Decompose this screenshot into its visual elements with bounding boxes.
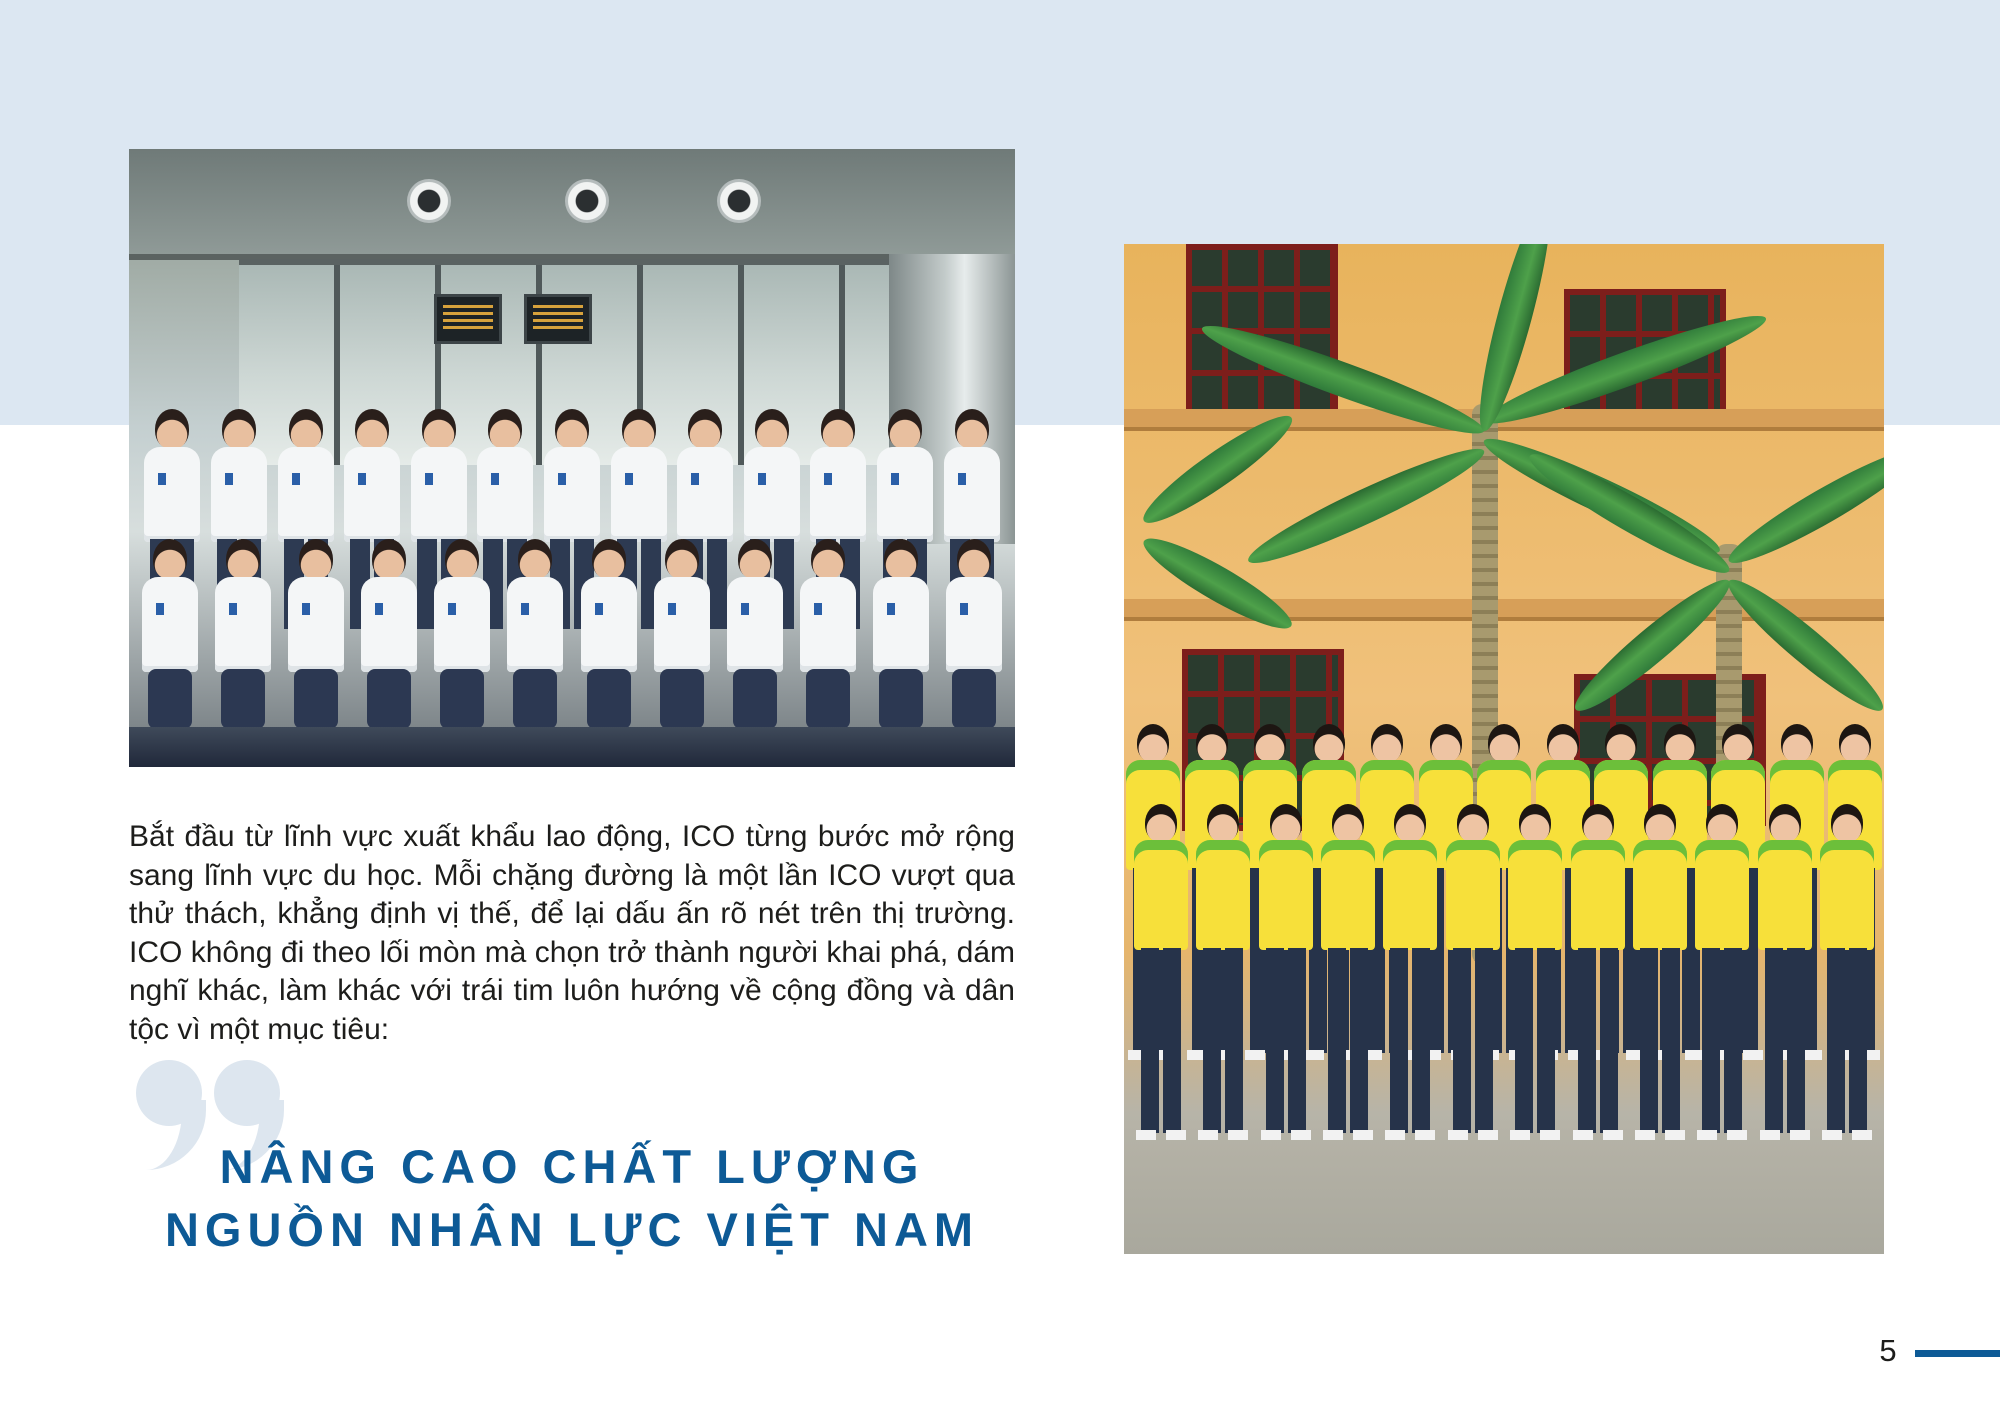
headline-line-2: NGUỒN NHÂN LỰC VIỆT NAM <box>164 1203 980 1256</box>
building-group-photo <box>1124 244 1884 1254</box>
headline-line-1: NÂNG CAO CHẤT LƯỢNG <box>219 1140 925 1193</box>
flight-info-screen <box>434 294 502 344</box>
page-number: 5 <box>1879 1333 1897 1368</box>
flight-info-screen <box>524 294 592 344</box>
front-row-people <box>1124 804 1884 1144</box>
mission-headline <box>129 1135 1015 1261</box>
person <box>1633 804 1687 1144</box>
ceiling-light <box>717 179 761 223</box>
person <box>1446 804 1500 1144</box>
person <box>1508 804 1562 1144</box>
ceiling-light <box>565 179 609 223</box>
person <box>1196 804 1250 1144</box>
palm-frond <box>1521 441 1737 585</box>
luggage-bags <box>129 727 1015 767</box>
ceiling <box>129 149 1015 260</box>
person <box>1571 804 1625 1144</box>
person <box>1383 804 1437 1144</box>
person <box>1695 804 1749 1144</box>
palm-frond <box>1241 436 1491 577</box>
person <box>1820 804 1874 1144</box>
person <box>1134 804 1188 1144</box>
airport-group-photo <box>129 149 1015 767</box>
page-number-rule <box>1915 1350 2000 1357</box>
palm-frond <box>1721 436 1885 575</box>
person <box>1259 804 1313 1144</box>
ceiling-light <box>407 179 451 223</box>
intro-paragraph: Bắt đầu từ lĩnh vực xuất khẩu lao động, ICO từng bước mở rộng sang lĩnh vực du học. Mỗi chặng đường là một lần ICO vượt qua thử thách, khẳng định vị thế, để lại dấu ấn rõ nét trên thị trường. ICO không đi theo lối mòn mà chọn trở thành người khai phá, dám nghĩ khác, làm khác với trái tim luôn hướng về cộng đồng và dân tộc vì một mục tiêu: <box>129 820 1015 1046</box>
person <box>1758 804 1812 1144</box>
person <box>1321 804 1375 1144</box>
